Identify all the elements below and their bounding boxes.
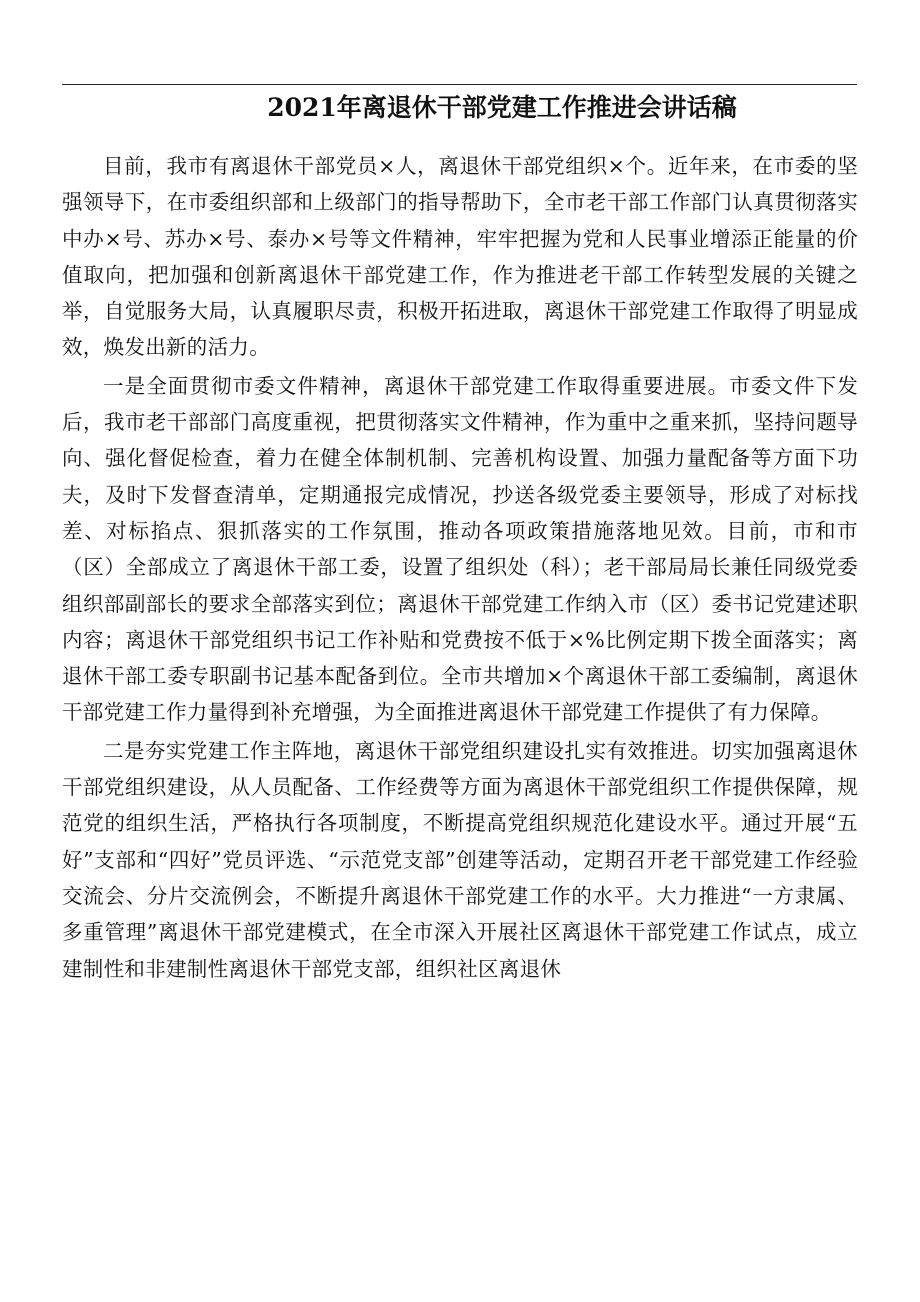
paragraph-point-one: 一是全面贯彻市委文件精神，离退休干部党建工作取得重要进展。市委文件下发后，我市老干部部门高度重视，把贯彻落实文件精神，作为重中之重来抓，坚持问题导向、强化督促检查，着力在健全体制机制、完善机构设置、加强力量配备等方面下功夫，及时下发督查清单，定期通报完成情况，抄送各级党委主要领导，形成了对标找差、对标掐点、狠抓落实的工作氛围，推动各项政策措施落地见效。目前，市和市（区）全部成立了离退休干部工委，设置了组织处（科）；老干部局局长兼任同级党委组织部副部长的要求全部落实到位；离退休干部党建工作纳入市（区）委书记党建述职内容；离退休干部党组织书记工作补贴和党费按不低于×%比例定期下拨全面落实；离退休干部工委专职副书记基本配备到位。全市共增加×个离退休干部工委编制，离退休干部党建工作力量得到补充增强，为全面推进离退休干部党建工作提供了有力保障。 [62,373,858,725]
header-rule [62,84,857,85]
paragraph-point-two: 二是夯实党建工作主阵地，离退休干部党组织建设扎实有效推进。切实加强离退休干部党组织建设，从人员配备、工作经费等方面为离退休干部党组织工作提供保障，规范党的组织生活，严格执行各项制度，不断提高党组织规范化建设水平。通过开展“五好”支部和“四好”党员评选、“示范党支部”创建等活动，定期召开老干部党建工作经验交流会、分片交流例会，不断提升离退休干部党建工作的水平。大力推进“一方隶属、多重管理”离退休干部党建模式，在全市深入开展社区离退休干部党建工作试点，成立建制性和非建制性离退休干部党支部，组织社区离退休 [62,738,858,981]
document-title: 2021年离退休干部党建工作推进会讲话稿 [267,93,737,122]
document-body [62,148,858,987]
paragraph-intro: 目前，我市有离退休干部党员×人，离退休干部党组织×个。近年来，在市委的坚强领导下，在市委组织部和上级部门的指导帮助下，全市老干部工作部门认真贯彻落实中办×号、苏办×号、泰办×号等文件精神，牢牢把握为党和人民事业增添正能量的价值取向，把加强和创新离退休干部党建工作，作为推进老干部工作转型发展的关键之举，自觉服务大局，认真履职尽责，积极开拓进取，离退休干部党建工作取得了明显成效，焕发出新的活力。 [62,154,858,360]
